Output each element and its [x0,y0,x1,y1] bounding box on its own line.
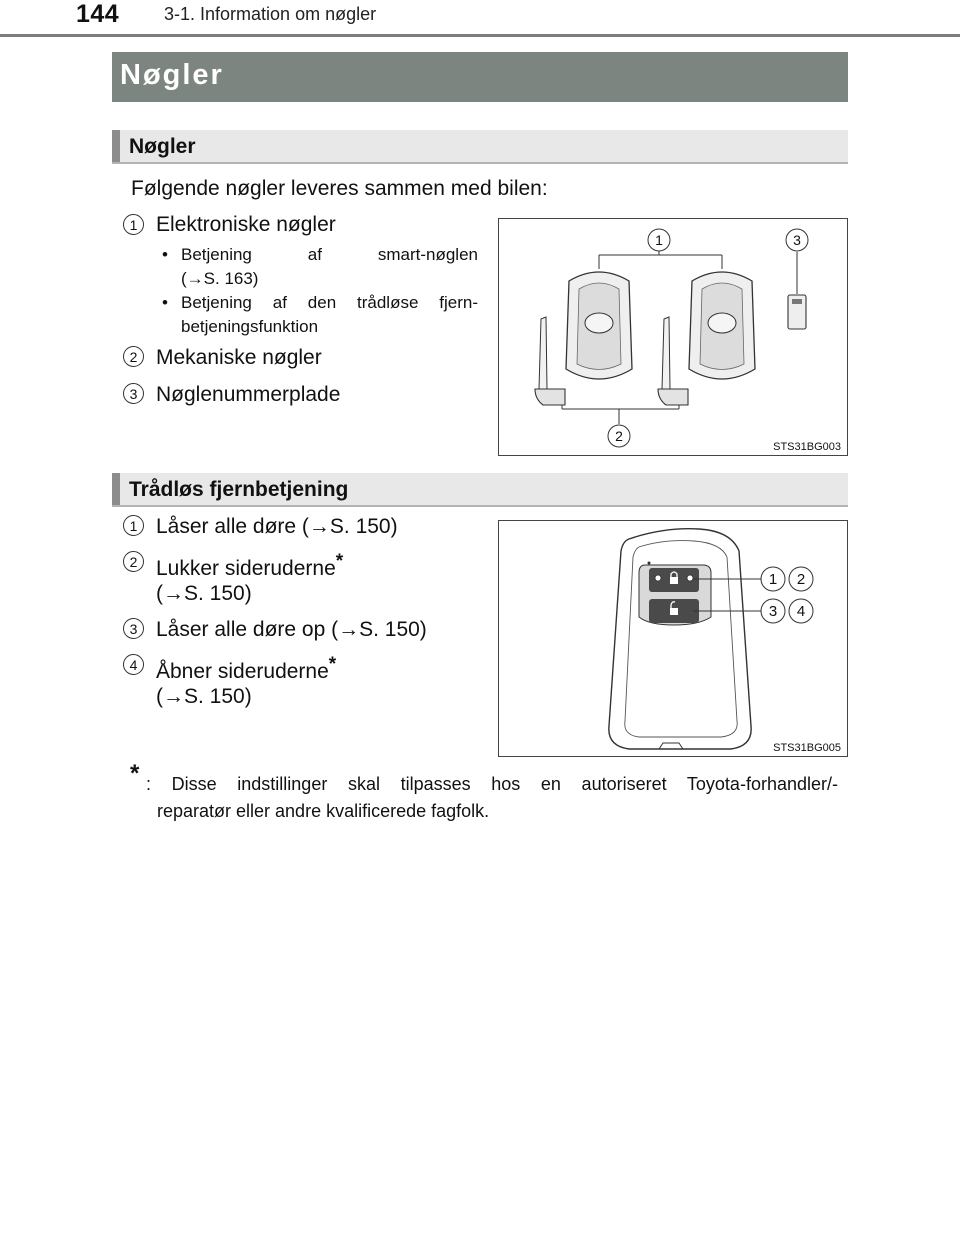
figure-remote [498,520,848,757]
footnote-text-continued: reparatør eller andre kvalificerede fagfolk. [157,801,490,821]
callout-label: 3 [768,603,778,620]
callout-1 [648,229,670,251]
remote-illustration [499,521,847,756]
main-title-bar [112,52,848,102]
item-label-lock-all: Låser alle døre (→S. 150) [156,515,398,538]
item-text: Lukker sideruderne [156,557,336,580]
figure-keys [498,218,848,456]
page-title: Nøgler [120,59,224,91]
callout-label: 4 [796,603,806,620]
smart-key-right [689,272,755,379]
item-number-badge: 4 [123,654,144,675]
callout-label: 3 [793,232,801,248]
intro-text: Følgende nøgler leveres sammen med bilen: [131,177,548,200]
footnote-marker: * [328,654,337,675]
item-number-badge: 1 [123,515,144,536]
callout-2 [608,425,630,447]
footnote [146,771,838,825]
bullet-text-continued: betjeningsfunktion [181,317,319,336]
header-divider [0,34,960,37]
mechanical-key-right [658,317,688,405]
footnote-marker: * [335,551,344,572]
callout-3 [786,229,808,251]
footnote-star: * [130,760,140,787]
page-number: 144 [76,0,120,28]
item-number-badge: 3 [123,383,144,404]
callout-3 [761,599,785,623]
mechanical-key-left [535,317,565,405]
bullet-remote-function [162,291,478,339]
figure-code: STS31BG003 [773,441,841,453]
bullet-ref: (→S. 163) [181,269,259,288]
section-title-keys: Nøgler [129,135,196,158]
item-label-close-windows [156,551,343,581]
section-header-keys [112,130,848,164]
item-ref: (→S. 150) [156,685,252,708]
item-label-open-windows [156,654,336,684]
bullet-dot: • [162,293,168,312]
item-text: Åbner sideruderne [156,660,329,683]
callout-label: 1 [768,571,778,588]
item-number-badge: 2 [123,551,144,572]
bullet-text: Betjening af smart-nøglen [181,245,478,264]
item-label-mechanical-keys: Mekaniske nøgler [156,346,322,369]
item-label-unlock-all: Låser alle døre op (→S. 150) [156,618,427,641]
item-number-badge: 1 [123,214,144,235]
callout-4 [789,599,813,623]
smart-key-left [566,272,632,379]
page-section-title: 3-1. Information om nøgler [164,4,377,24]
bullet-smart-key [162,243,478,291]
footnote-text: : Disse indstillinger skal tilpasses hos en autoriseret Toyota-forhandler/- [146,774,838,794]
callout-label: 2 [615,428,623,444]
figure-code: STS31BG005 [773,742,841,754]
item-label-electronic-keys: Elektroniske nøgler [156,213,336,236]
bullet-dot: • [162,245,168,264]
callout-1 [761,567,785,591]
item-number-badge: 3 [123,618,144,639]
item-label-key-number-plate: Nøglenummerplade [156,383,341,406]
callout-label: 2 [796,571,806,588]
bullet-text: Betjening af den trådløse fjern- [181,293,478,312]
item-ref: (→S. 150) [156,582,252,605]
section-accent [112,130,120,162]
item-number-badge: 2 [123,346,144,367]
section-accent [112,473,120,505]
callout-label: 1 [655,232,663,248]
page-header [0,0,960,40]
callout-2 [789,567,813,591]
section-title-remote: Trådløs fjernbetjening [129,478,349,501]
keys-illustration [499,219,847,455]
section-header-remote [112,473,848,507]
key-number-plate [788,295,806,329]
